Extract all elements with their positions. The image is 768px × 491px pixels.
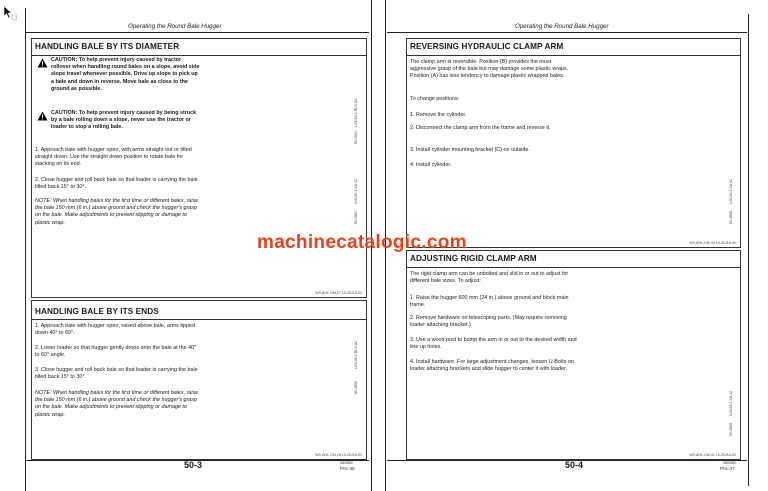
header-rule-right [387,32,747,33]
section-reversing-clamp-arm [406,38,741,248]
step-2-text: 2. Lower loader so that hugger gently drops onto the bale at the 40° to 60° angle. [35,345,197,359]
figure-code: LV9-00-1 RLS A2 [354,341,358,369]
step-2-text: 2. Remove hardware on telescoping parts. (May require removing loader attaching bracket.) [410,315,567,329]
note-text: NOTE: When handling bales for the first time or different bales, raise the bale 150 mm (6 in.) above ground and check the hugger's grasp on the bale. Make adjustments to prevent slipping or damage to plastic wrap. [35,198,199,226]
page-number-left: 50-3 [184,460,203,470]
pn-small-left: 080589 [340,461,353,465]
step-2-text: 2. Close hugger and roll back bale so that loader is carrying the bale tilted back 15° to 30°. [35,177,198,191]
intro-text: The clamp arm is reversible. Position (B) provides the most aggressive grasp of the bale but may damage some plastic wraps. Position (A) has less tendency to damage plastic wrapped bales. [410,59,569,80]
intro-text: The rigid clamp arm can be unbolted and slid in or out to adjust for different bale sizes. To adjust: [410,271,569,285]
running-header-right: Operating the Round Bale Hugger [515,23,609,30]
caution-rollover-text: CAUTION: To help prevent injury caused by tractor rollover when handling round bales on a slope, avoid side slope travel whenever possible. Drive up slope to pick up a bale and down in reverse. Move bale as close to the ground as possible. [51,57,200,92]
step-4-text: 4. Install hardware. For large adjustment changes, loosen U-Bolts on loader attaching brackets and slide hugger to center it with loader. [410,359,574,373]
figure-code: 93-2662 [354,211,358,225]
change-positions-text: To change positions: [410,96,460,102]
left-page-edge [25,8,26,491]
section-title: REVERSING HYDRAULIC CLAMP ARM [410,42,564,51]
section-handling-bale-diameter [31,38,367,298]
pn-left: PN=46 [340,467,355,472]
footer-code: WX,AHL,OM,30 19-2DJUL92 [689,241,736,245]
figure-code: 93-2658 [729,211,733,225]
section-title: HANDLING BALE BY ITS ENDS [35,307,159,316]
step-4-text: 4. Install cylinder. [410,162,452,168]
running-header-left: Operating the Round Bale Hugger [128,23,222,30]
title-rule [32,319,366,320]
right-page-edge [748,14,749,486]
note-text: NOTE: When handling bales for the first time or different bales, raise the bale 150 mm (6 in.) above ground and check the hugger's grasp on the bale. Make adjustments to prevent slipping or damage to plastic wrap. [35,390,199,418]
figure-code: 93-2654 [354,131,358,145]
pn-right: PN=47 [720,467,735,472]
section-title: HANDLING BALE BY ITS DIAMETER [35,42,180,51]
footer-code: WX,AHL,OM,28 19-2DJUL92 [315,453,362,457]
section-adjusting-rigid-clamp-arm [406,250,741,460]
figure-code: LV9-00-1 SA 62 [729,179,733,205]
figure-code: LV9-00-1 SA 12 [354,179,358,205]
footer-code: WX,AHL,OM,31 19-2DJUL92 [689,453,736,457]
step-1-text: 1. Approach bale with hugger open, raised above bale, arms tipped down 40° to 60°. [35,323,196,337]
step-3-text: 3. Install cylinder mounting bracket (C) on outside. [410,147,530,153]
pn-small-right: 080589 [723,461,736,465]
caution-warning-icon [37,111,48,121]
step-1-text: 1. Approach bale with hugger open, with arms straight out or tilted straight down. Use the straight down position to rotate bale for stacking on its end. [35,147,192,168]
step-1-text: 1. Raise the hugger 600 mm (24 in.) above ground and block main frame. [410,295,569,309]
title-rule [32,55,366,56]
header-rule-left [26,32,369,33]
section-handling-bale-ends [31,300,367,460]
title-rule [407,267,740,268]
mouse-pointer-icon [3,5,17,21]
step-2-text: 2. Disconnect the clamp arm from the frame and reverse it. [410,125,551,131]
step-3-text: 3. Close hugger and roll back bale so that loader is carrying the bale tilted back 15° to 30°. [35,367,198,381]
figure-code: LV9-00-1 SA 42 [729,391,733,417]
caution-warning-icon [37,58,48,68]
figure-code: 93-2659 [729,423,733,437]
step-3-text: 3. Use a wood post to bump the arm in or out to the desired width and line up holes. [410,337,577,351]
title-rule [407,55,740,56]
step-1-text: 1. Remove the cylinder. [410,112,467,118]
footer-code: WX,AHL,OM,27 19-2DJUL92 [315,291,362,295]
caution-rolling-bale-text: CAUTION: To help prevent injury caused by being struck by a bale rolling down a slope, never use the tractor or loader to stop a rolling bale. [51,110,197,131]
section-title: ADJUSTING RIGID CLAMP ARM [410,254,537,263]
figure-code: LV9-00-1 RLS A1 [354,99,358,127]
page-number-right: 50-4 [565,460,584,470]
watermark-text: machinecatalogic.com [257,232,467,253]
figure-code: 93-2655 [354,381,358,395]
